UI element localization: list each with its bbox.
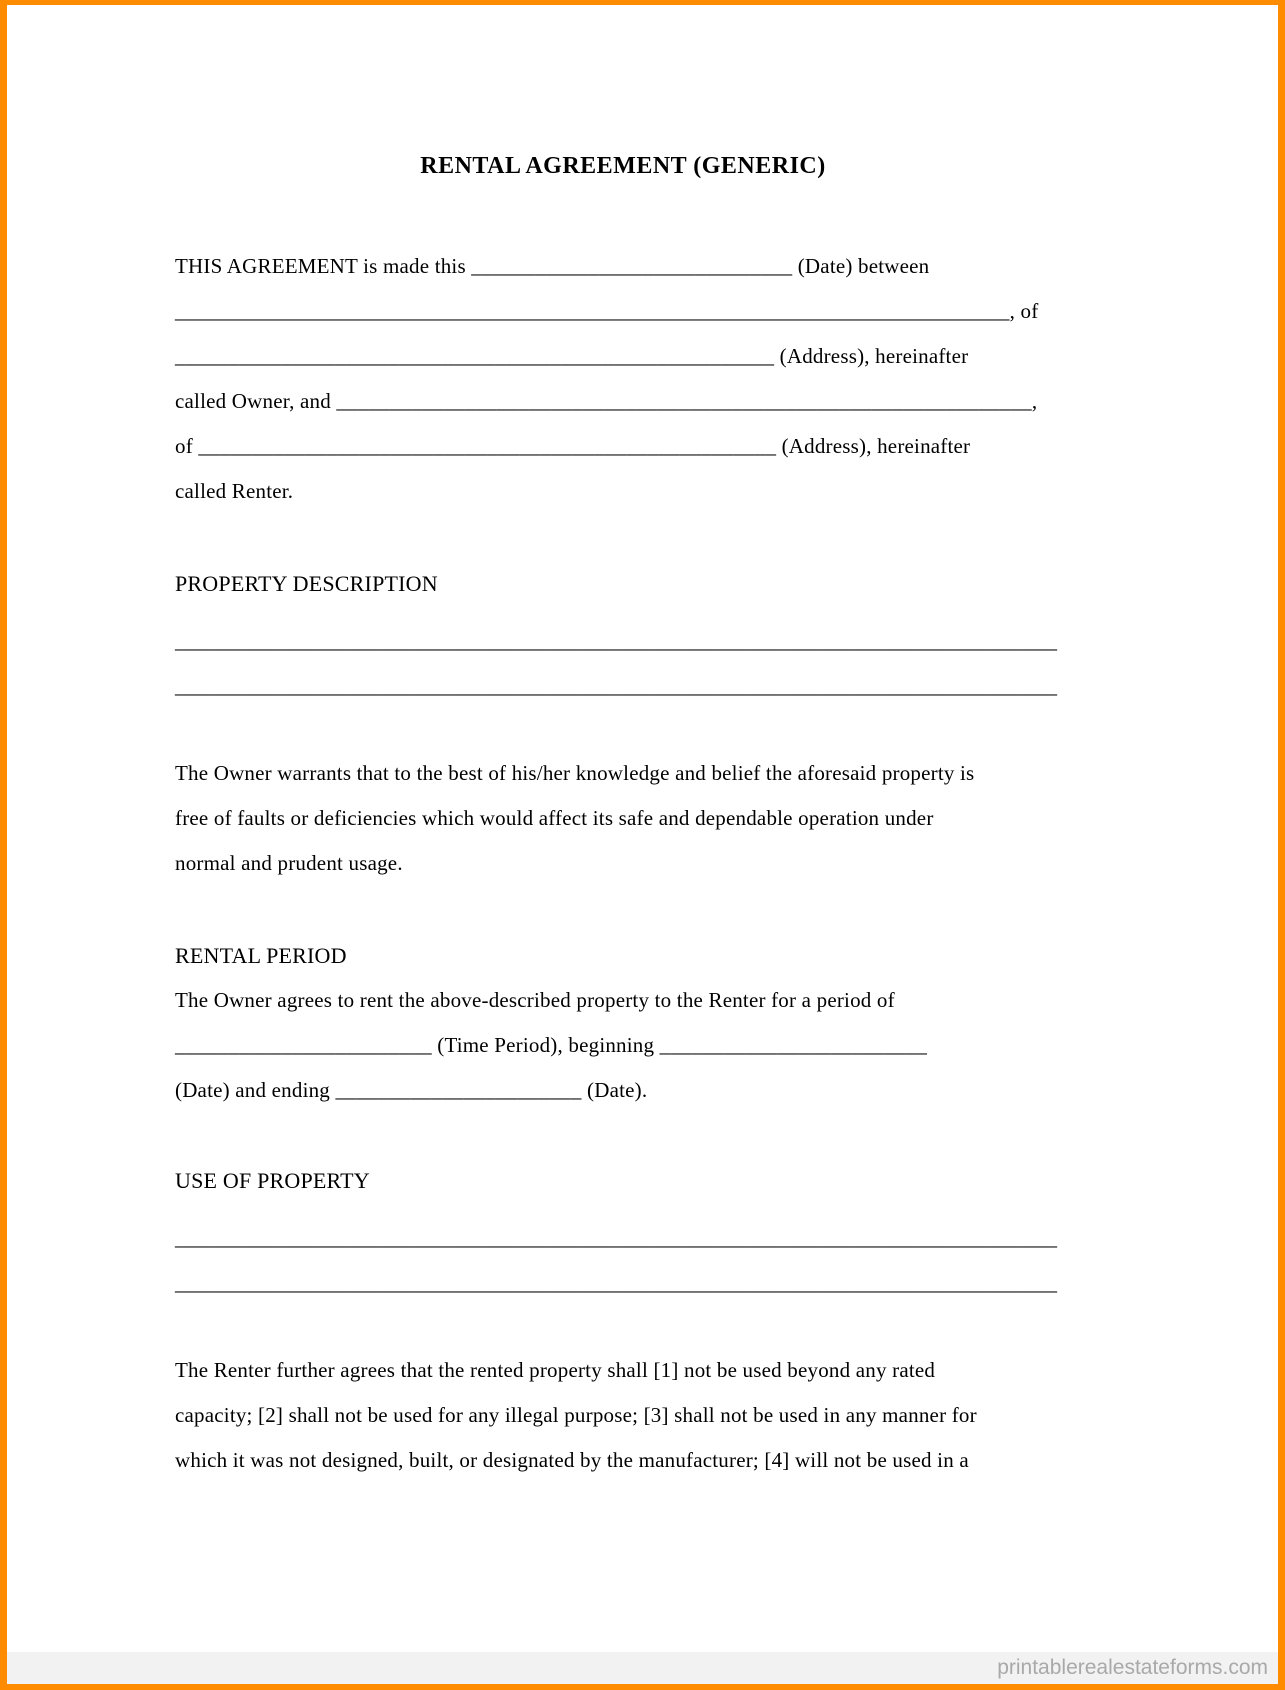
document-title: RENTAL AGREEMENT (GENERIC): [420, 153, 826, 179]
blank-fill-line: ____________________________________________________________________________________: [175, 629, 1057, 653]
blank-fill-line: ____________________________________________________________________________________: [175, 674, 1057, 698]
use-of-property-fill-lines: [175, 1216, 1071, 1306]
warranty-line: free of faults or deficiencies which would affect its safe and dependable operation under: [175, 806, 934, 830]
rental-period-heading: RENTAL PERIOD: [175, 943, 347, 968]
document-body: [175, 5, 1071, 1483]
rental-period-line: The Owner agrees to rent the above-described property to the Renter for a period of: [175, 988, 895, 1012]
intro-line: THIS AGREEMENT is made this ______________________________ (Date) between: [175, 254, 930, 278]
rental-period-line: (Date) and ending _______________________ (Date).: [175, 1078, 648, 1102]
intro-line: called Renter.: [175, 479, 294, 503]
intro-line: of ______________________________________________________ (Address), hereinafter: [175, 434, 971, 458]
use-of-property-heading: USE OF PROPERTY: [175, 1168, 370, 1193]
intro-paragraph: [175, 244, 1071, 514]
renter-terms-line: which it was not designed, built, or designated by the manufacturer; [4] will not be used in a: [175, 1448, 969, 1472]
warranty-paragraph: [175, 751, 1071, 886]
footer-site-text: printablerealestateforms.com: [997, 1656, 1268, 1679]
intro-line: ______________________________________________________________________________, of: [175, 299, 1039, 323]
intro-line: called Owner, and _________________________________________________________________,: [175, 389, 1038, 413]
blank-fill-line: ____________________________________________________________________________________: [175, 1271, 1057, 1295]
footer-bar: [7, 1652, 1278, 1684]
intro-line: ________________________________________________________ (Address), hereinafter: [175, 344, 969, 368]
warranty-line: The Owner warrants that to the best of his/her knowledge and belief the aforesaid property is: [175, 761, 975, 785]
rental-period-paragraph: [175, 978, 1071, 1113]
renter-terms-line: capacity; [2] shall not be used for any illegal purpose; [3] shall not be used in any manner for: [175, 1403, 977, 1427]
blank-fill-line: ____________________________________________________________________________________: [175, 1226, 1057, 1250]
warranty-line: normal and prudent usage.: [175, 851, 403, 875]
rental-period-line: ________________________ (Time Period), beginning _________________________: [175, 1033, 928, 1057]
property-description-heading: PROPERTY DESCRIPTION: [175, 571, 438, 596]
renter-terms-paragraph: [175, 1348, 1071, 1483]
property-description-fill-lines: [175, 619, 1071, 709]
renter-terms-line: The Renter further agrees that the rented property shall [1] not be used beyond any rated: [175, 1358, 936, 1382]
